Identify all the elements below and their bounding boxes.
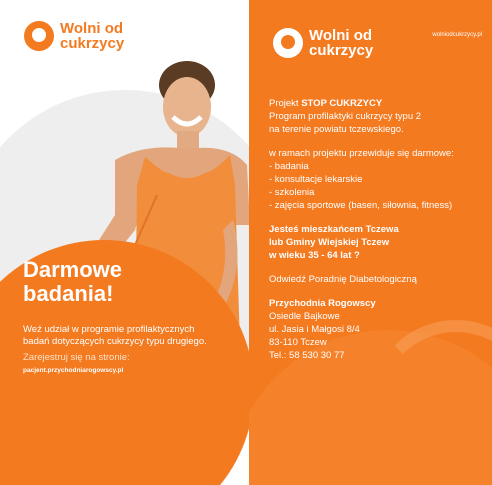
project-prefix: Projekt (269, 98, 302, 109)
clinic-address-block (269, 297, 489, 362)
stomach-logo-icon (273, 28, 303, 58)
promo-lead: Weź udział w programie profilaktycznych badań dotyczących cukrzycy typu drugiego. (23, 324, 207, 347)
project-line2: Program profilaktyki cukrzycy typu 2 (269, 111, 422, 122)
project-line3: na terenie powiatu tczewskiego. (269, 124, 404, 135)
visit-clinic-text: Odwiedź Poradnię Diabetologiczną (269, 274, 417, 285)
offer-item: - badania (269, 161, 309, 172)
clinic-name: Przychodnia Rogowscy (269, 298, 376, 309)
stomach-logo-icon (24, 21, 54, 51)
project-line1 (269, 97, 489, 110)
promo-block (23, 258, 223, 374)
clinic-city: 83-110 Tczew (269, 337, 327, 348)
right-flyer-panel (249, 0, 492, 485)
flyer-content (269, 97, 489, 373)
offer-item: - konsultacje lekarskie (269, 174, 363, 185)
eligibility-block (269, 223, 489, 262)
website-link[interactable]: wolniodcukrzycy.pl (432, 32, 482, 38)
eligibility-line3: w wieku 35 - 64 lat ? (269, 250, 360, 261)
clinic-street: ul. Jasia i Małgosi 8/4 (269, 324, 360, 335)
project-block (269, 97, 489, 136)
brand-logo-right (273, 28, 373, 58)
offer-block (269, 147, 489, 212)
headline-line2: badania! (23, 281, 114, 306)
clinic-area: Osiedle Bajkowe (269, 311, 340, 322)
offer-intro: w ramach projektu przewiduje się darmowe: (269, 148, 454, 159)
offer-item: - szkolenia (269, 187, 315, 198)
eligibility-line2: lub Gminy Wiejskiej Tczew (269, 237, 390, 248)
brand-name-line1: Wolni od (60, 20, 124, 37)
clinic-phone[interactable]: Tel.: 58 530 30 77 (269, 350, 345, 361)
promo-cta: Zarejestruj się na stronie: (23, 352, 130, 363)
brand-name-line2: cukrzycy (309, 42, 374, 59)
offer-item: - zajęcia sportowe (basen, siłownia, fitness) (269, 200, 453, 211)
brand-name-line1: Wolni od (309, 27, 373, 44)
promo-headline (23, 258, 223, 306)
brand-name-line2: cukrzycy (60, 35, 125, 52)
headline-line1: Darmowe (23, 257, 123, 282)
eligibility-line1: Jesteś mieszkańcem Tczewa (269, 224, 399, 235)
project-name: STOP CUKRZYCY (301, 98, 383, 109)
promo-url-link[interactable]: pacjent.przychodniarogowscy.pl (23, 367, 124, 374)
brand-name-right (309, 28, 373, 58)
